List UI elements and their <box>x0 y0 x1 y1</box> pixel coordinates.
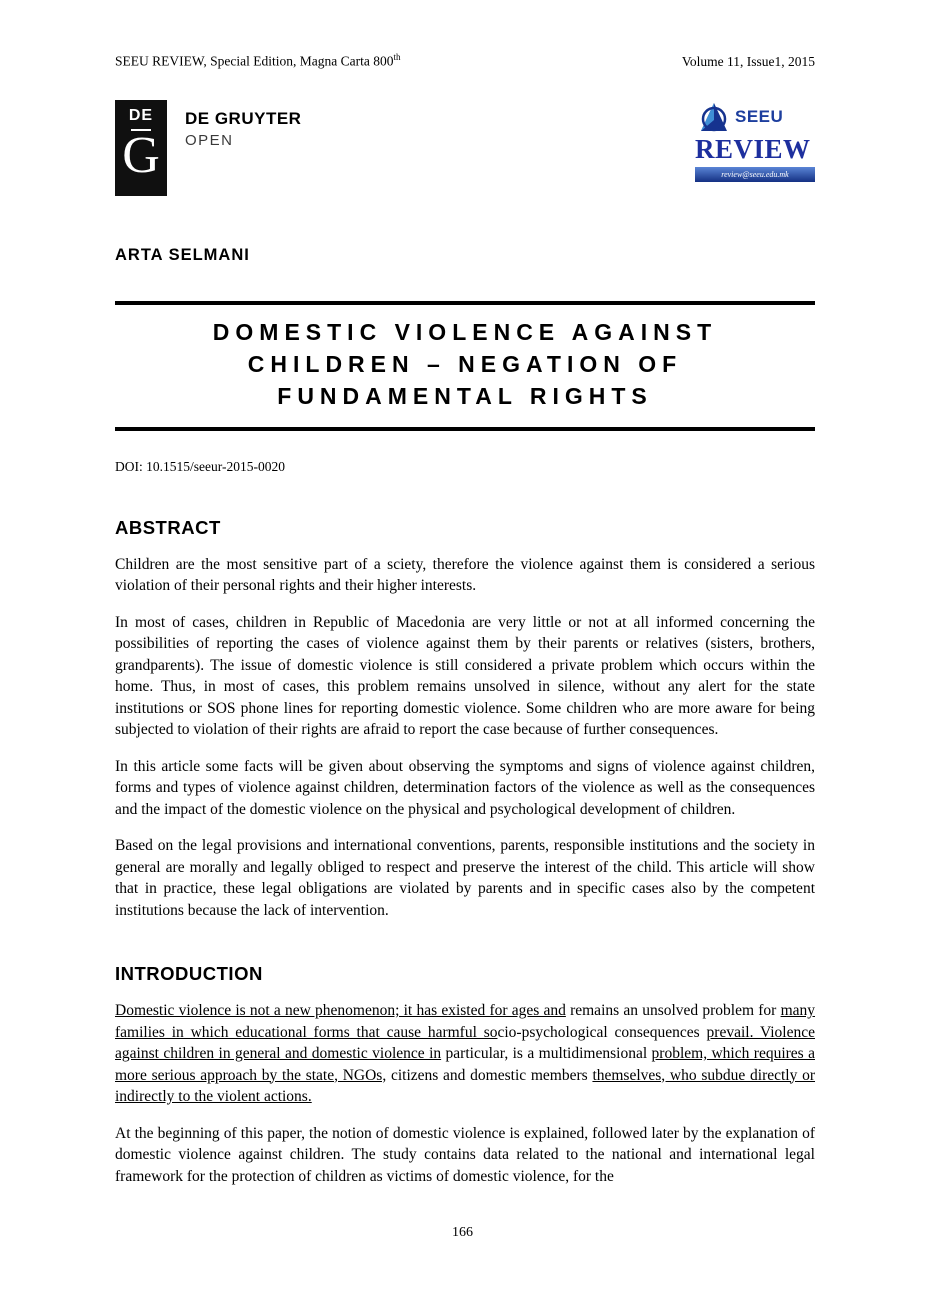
doi: DOI: 10.1515/seeur-2015-0020 <box>115 458 285 474</box>
abstract-paragraph-1: Children are the most sensitive part of a sciety, therefore the violence against them is considered a serious violation of their personal rights and their higher interests. <box>115 555 815 594</box>
header-left <box>115 52 400 70</box>
abstract-paragraph-3: In this article some facts will be given about observing the symptoms and signs of violence against children, forms and types of violence against children, determination factors of the violence as well as the consequences and the impact of the domestic violence on the physical and psychological development of children. <box>115 757 815 818</box>
introduction-paragraph-2: At the beginning of this paper, the notion of domestic violence is explained, followed later by the explanation of domestic violence against children. The study contains data related to the national and international legal framework for the protection of children as victims of domestic violence, for the <box>115 1124 815 1185</box>
seeu-logo-top <box>695 100 815 134</box>
seeu-review-wordmark: REVIEW <box>695 133 811 164</box>
running-header <box>115 52 815 70</box>
header-right: Volume 11, Issue1, 2015 <box>681 53 815 69</box>
abstract-paragraph-4: Based on the legal provisions and international conventions, parents, responsible institutions and the society in general are morally and legally obliged to respect and preserve the interest of the child. This article will show that in practice, these legal obligations are violated by parents and in specific cases also by the competent institutions because the lack of intervention. <box>115 837 815 919</box>
article-title <box>115 301 815 431</box>
title-line-2: CHILDREN – NEGATION OF <box>247 350 683 377</box>
introduction-paragraph-1: Domestic violence is not a new phenomenon; it has existed for ages and remains an unsolved problem for many families in which educational forms that cause harmful socio-psychological consequences prevail. Violence against children in general and domestic violence in particular, is a multidimensional problem, which requires a more serious approach by the state, NGOs, citizens and domestic members themselves, who subdue directly or indirectly to the violent actions. <box>115 1002 816 1105</box>
introduction-heading: INTRODUCTION <box>115 963 263 984</box>
title-line-3: FUNDAMENTAL RIGHTS <box>277 382 653 409</box>
abstract-heading: ABSTRACT <box>115 516 221 538</box>
header-left-text: SEEU REVIEW, Special Edition, Magna Carta 800 <box>115 53 394 69</box>
degruyter-box-de: DE <box>128 106 154 124</box>
page-number: 166 <box>452 1225 473 1240</box>
abstract-paragraph-2: In most of cases, children in Republic of Macedonia are very little or not at all informed concerning the possibilities of reporting the cases of violence against them by their parents or relatives (sisters, brothers, grandparents). The issue of domestic violence is still considered a private problem which occurs within the home. Thus, in most of cases, this problem remains unsolved in silence, without any alert for the state institutions or SOS phone lines for reporting domestic violence. Some children who are more aware for being subjected to violation of their rights are afraid to report the case because of further consequences. <box>115 613 815 738</box>
title-line-1: DOMESTIC VIOLENCE AGAINST <box>212 318 718 345</box>
header-left-superscript: th <box>393 52 401 62</box>
degruyter-wordmark <box>185 100 301 196</box>
degruyter-name: DE GRUYTER <box>185 108 302 128</box>
degruyter-box-g: G <box>122 126 160 184</box>
logo-row <box>115 100 815 196</box>
degruyter-logo-icon <box>115 100 167 196</box>
seeu-review-logo <box>695 100 815 182</box>
degruyter-logo <box>115 100 301 196</box>
seeu-email-bar: review@seeu.edu.mk <box>695 167 815 182</box>
degruyter-open-label: OPEN <box>185 131 234 149</box>
author-name: ARTA SELMANI <box>115 245 250 264</box>
seeu-name: SEEU <box>735 106 784 126</box>
seeu-sail-icon <box>695 100 729 134</box>
